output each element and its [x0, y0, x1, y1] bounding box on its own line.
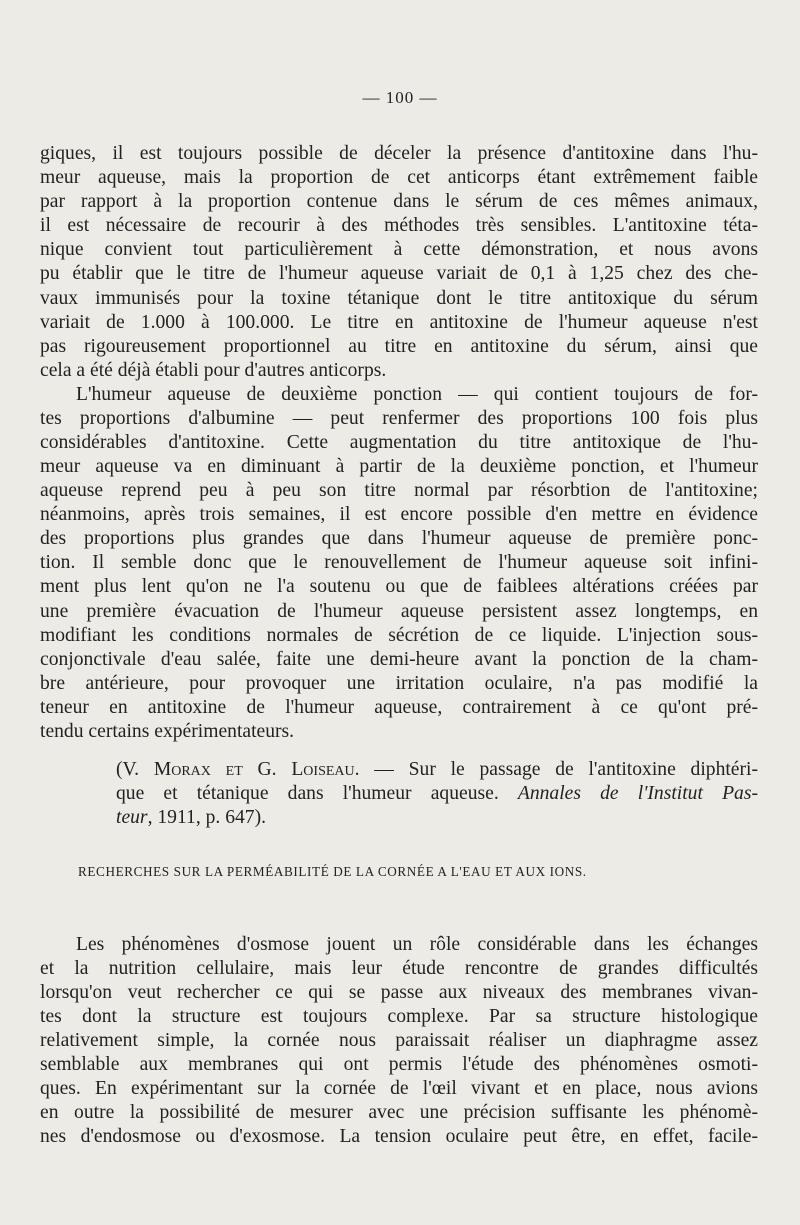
text-line: vaux immunisés pour la toxine tétanique dont le titre antitoxique du sérum — [40, 288, 758, 309]
text-line: giques, il est toujours possible de déceler la présence d'antitoxine dans l'hu- — [40, 143, 758, 164]
text-line: pu établir que le titre de l'humeur aqueuse variait de 0,1 à 1,25 chez des che- — [40, 263, 758, 284]
reference-journal: Annales de l'Institut Pas- — [517, 783, 758, 804]
text-line: néanmoins, après trois semaines, il est encore possible d'en mettre en évidence — [40, 504, 758, 525]
reference-journal-end: teur — [116, 807, 148, 828]
reference-author-1: Morax — [153, 759, 211, 780]
reference-line — [116, 758, 758, 782]
text-line: teneur en antitoxine de l'humeur aqueuse, contrairement à ce qu'ont pré- — [40, 697, 758, 718]
text-line: relativement simple, la cornée nous paraissait réaliser un diaphragme assez — [40, 1030, 758, 1051]
text-line: aqueuse reprend peu à peu son titre normal par résorbtion de l'antitoxine; — [40, 480, 758, 501]
reference-title-start: . — Sur le passage de l'antitoxine diphtéri- — [354, 759, 759, 780]
text-line: pas rigoureusement proportionnel au titre en antitoxine du sérum, ainsi que — [40, 336, 758, 357]
text-line: bre antérieure, pour provoquer une irritation oculaire, n'a pas modifié la — [40, 673, 758, 694]
text-line: une première évacuation de l'humeur aqueuse persistent assez longtemps, en — [40, 601, 758, 622]
text-line: cela a été déjà établi pour d'autres anticorps. — [40, 360, 387, 381]
reference-year-page: , 1911, p. 647). — [147, 807, 267, 828]
text-line: Les phénomènes d'osmose jouent un rôle considérable dans les échanges — [76, 934, 758, 955]
reference-author-2: G. Loiseau — [257, 759, 355, 780]
text-line: tes proportions d'albumine — peut renfermer des proportions 100 fois plus — [40, 408, 758, 429]
text-line: en outre la possibilité de mesurer avec une précision suffisante les phénomè- — [40, 1102, 758, 1123]
reference-et: et — [210, 759, 258, 780]
text-line: nes d'endosmose ou d'exosmose. La tension oculaire peut être, en effet, facile- — [40, 1126, 758, 1147]
text-line: il est nécessaire de recourir à des méthodes très sensibles. L'antitoxine téta- — [40, 215, 758, 236]
text-line: et la nutrition cellulaire, mais leur étude rencontre de grandes difficultés — [40, 958, 758, 979]
text-line: variait de 1.000 à 100.000. Le titre en antitoxine de l'humeur aqueuse n'est — [40, 312, 758, 333]
text-line: meur aqueuse, mais la proportion de cet anticorps étant extrêmement faible — [40, 167, 758, 188]
text-line: par rapport à la proportion contenue dans le sérum de ces mêmes animaux, — [40, 191, 758, 212]
text-line: tes dont la structure est toujours complexe. Par sa structure histologique — [40, 1006, 758, 1027]
section-heading: RECHERCHES SUR LA PERMÉABILITÉ DE LA CORNÉE A L'EAU ET AUX IONS. — [78, 864, 587, 879]
reference-line — [116, 782, 758, 806]
text-line: des proportions plus grandes que dans l'humeur aqueuse de première ponc- — [40, 528, 758, 549]
text-line: lorsqu'on veut rechercher ce qui se passe aux niveaux des membranes vivan- — [40, 982, 758, 1003]
text-line: ques. En expérimentant sur la cornée de l'œil vivant et en place, nous avions — [40, 1078, 758, 1099]
reference-open: (V. — [116, 759, 154, 780]
text-line: semblable aux membranes qui ont permis l'étude des phénomènes osmoti- — [40, 1054, 758, 1075]
text-line: tendu certains expérimentateurs. — [40, 721, 295, 742]
text-line: meur aqueuse va en diminuant à partir de la deuxième ponction, et l'humeur — [40, 456, 758, 477]
text-line: ment plus lent qu'on ne l'a soutenu ou que de faiblees altérations créées par — [40, 576, 758, 597]
reference-line — [116, 806, 758, 830]
text-line: conjonctivale d'eau salée, faite une demi-heure avant la ponction de la cham- — [40, 649, 758, 670]
text-line: L'humeur aqueuse de deuxième ponction — qui contient toujours de for- — [76, 384, 758, 405]
page-number: — 100 — — [362, 88, 438, 107]
text-line: tion. Il semble donc que le renouvellement de l'humeur aqueuse soit infini- — [40, 552, 758, 573]
text-line: nique convient tout particulièrement à cette démonstration, et nous avons — [40, 239, 758, 260]
text-line: modifiant les conditions normales de sécrétion de ce liquide. L'injection sous- — [40, 625, 758, 646]
reference-title-end: que et tétanique dans l'humeur aqueuse. — [116, 783, 518, 804]
text-line: considérables d'antitoxine. Cette augmentation du titre antitoxique de l'hu- — [40, 432, 758, 453]
